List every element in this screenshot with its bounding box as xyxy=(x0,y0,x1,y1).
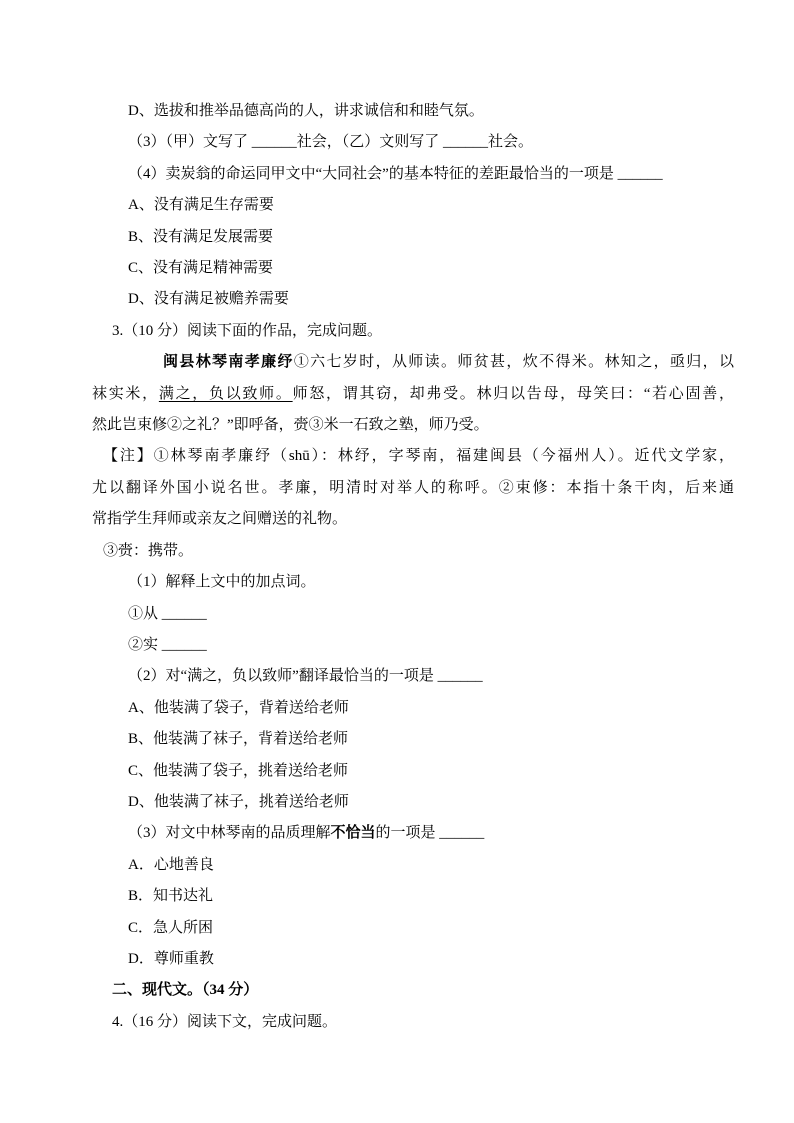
passage-author-name-bold: 闽县林琴南孝廉纾 xyxy=(163,354,294,371)
q3-sub3-text-end: 的一项是 ______ xyxy=(375,825,485,842)
q2-sub-question-4-with-blank: （4）卖炭翁的命运同甲文中“大同社会”的基本特征的差距最恰当的一项是 ______ xyxy=(128,165,663,182)
q3-note-line-2: 尤以翻译外国小说名世。孝廉，明清时对举人的称呼。②束修：本指十条干肉，后来通 xyxy=(92,479,734,496)
q3-sub2-option-a: A、他装满了袋子，背着送给老师 xyxy=(128,699,349,716)
q2-sub-question-3-with-blanks: （3）（甲）文写了 ______社会，（乙）文则写了 ______社会。 xyxy=(128,134,534,151)
q3-passage-line-3: 然此岂束修②之礼？”即呼备，赍③米一石致之塾，师乃受。 xyxy=(92,417,489,434)
q3-note-item-3: ③赍：携带。 xyxy=(103,542,194,559)
q3-sub3-option-a: A．心地善良 xyxy=(128,856,214,873)
q3-sub3-emphasis-bold: 不恰当 xyxy=(330,825,376,842)
q3-sub2-option-c: C、他装满了袋子，挑着送给老师 xyxy=(128,762,349,779)
passage-underlined-phrase: 满之，负以致师。 xyxy=(158,385,293,402)
q3-sub-question-3-with-blank xyxy=(92,818,734,849)
q3-passage-line-2 xyxy=(92,379,734,410)
q3-sub1-blank-item-1: ①从 ______ xyxy=(128,605,207,622)
q2-sub4-option-a: A、没有满足生存需要 xyxy=(128,197,274,214)
q3-sub3-option-d: D．尊师重教 xyxy=(128,950,214,967)
q3-note-line-3: 常指学生拜师或亲友之间赠送的礼物。 xyxy=(92,511,348,528)
passage-line-1-text: ①六七岁时，从师读。师贫甚，炊不得米。林知之，亟归，以 xyxy=(293,354,734,371)
q3-sub2-option-b: B、他装满了袜子，背着送给老师 xyxy=(128,731,349,748)
q3-stem: 3.（10 分）阅读下面的作品，完成问题。 xyxy=(112,322,383,339)
q3-sub3-text: （3）对文中林琴南的品质理解 xyxy=(128,825,331,842)
passage-line-2-text: 袜实米， xyxy=(92,385,159,402)
q3-sub2-option-d: D、他装满了袜子，挑着送给老师 xyxy=(128,793,349,810)
q3-sub-question-2-with-blank: （2）对“满之，负以致师”翻译最恰当的一项是 ______ xyxy=(128,668,483,685)
q4-stem: 4.（16 分）阅读下文，完成问题。 xyxy=(112,1013,338,1030)
section-2-header: 二、现代文。（34 分） xyxy=(112,982,259,999)
q3-note-line-1: 【注】①林琴南孝廉纾（shū）：林纾，字琴南，福建闽县（今福州人）。近代文学家， xyxy=(103,448,734,465)
q3-sub3-option-c: C．急人所困 xyxy=(128,919,214,936)
q2-sub4-option-c: C、没有满足精神需要 xyxy=(128,260,274,277)
q2-sub4-option-d: D、没有满足被赡养需要 xyxy=(128,291,289,308)
q2-sub4-option-b: B、没有满足发展需要 xyxy=(128,228,274,245)
q3-sub1-blank-item-2: ②实 ______ xyxy=(128,636,207,653)
q2-option-d: D、选拔和推举品德高尚的人，讲求诚信和和睦气氛。 xyxy=(128,103,484,119)
q3-passage-line-1 xyxy=(92,347,734,378)
passage-line-2-rest: 师怒，谓其窃，却弗受。林归以告母，母笑曰：“若心固善， xyxy=(292,385,734,402)
q3-sub-question-1: （1）解释上文中的加点词。 xyxy=(128,574,316,591)
q3-sub3-option-b: B．知书达礼 xyxy=(128,888,214,905)
